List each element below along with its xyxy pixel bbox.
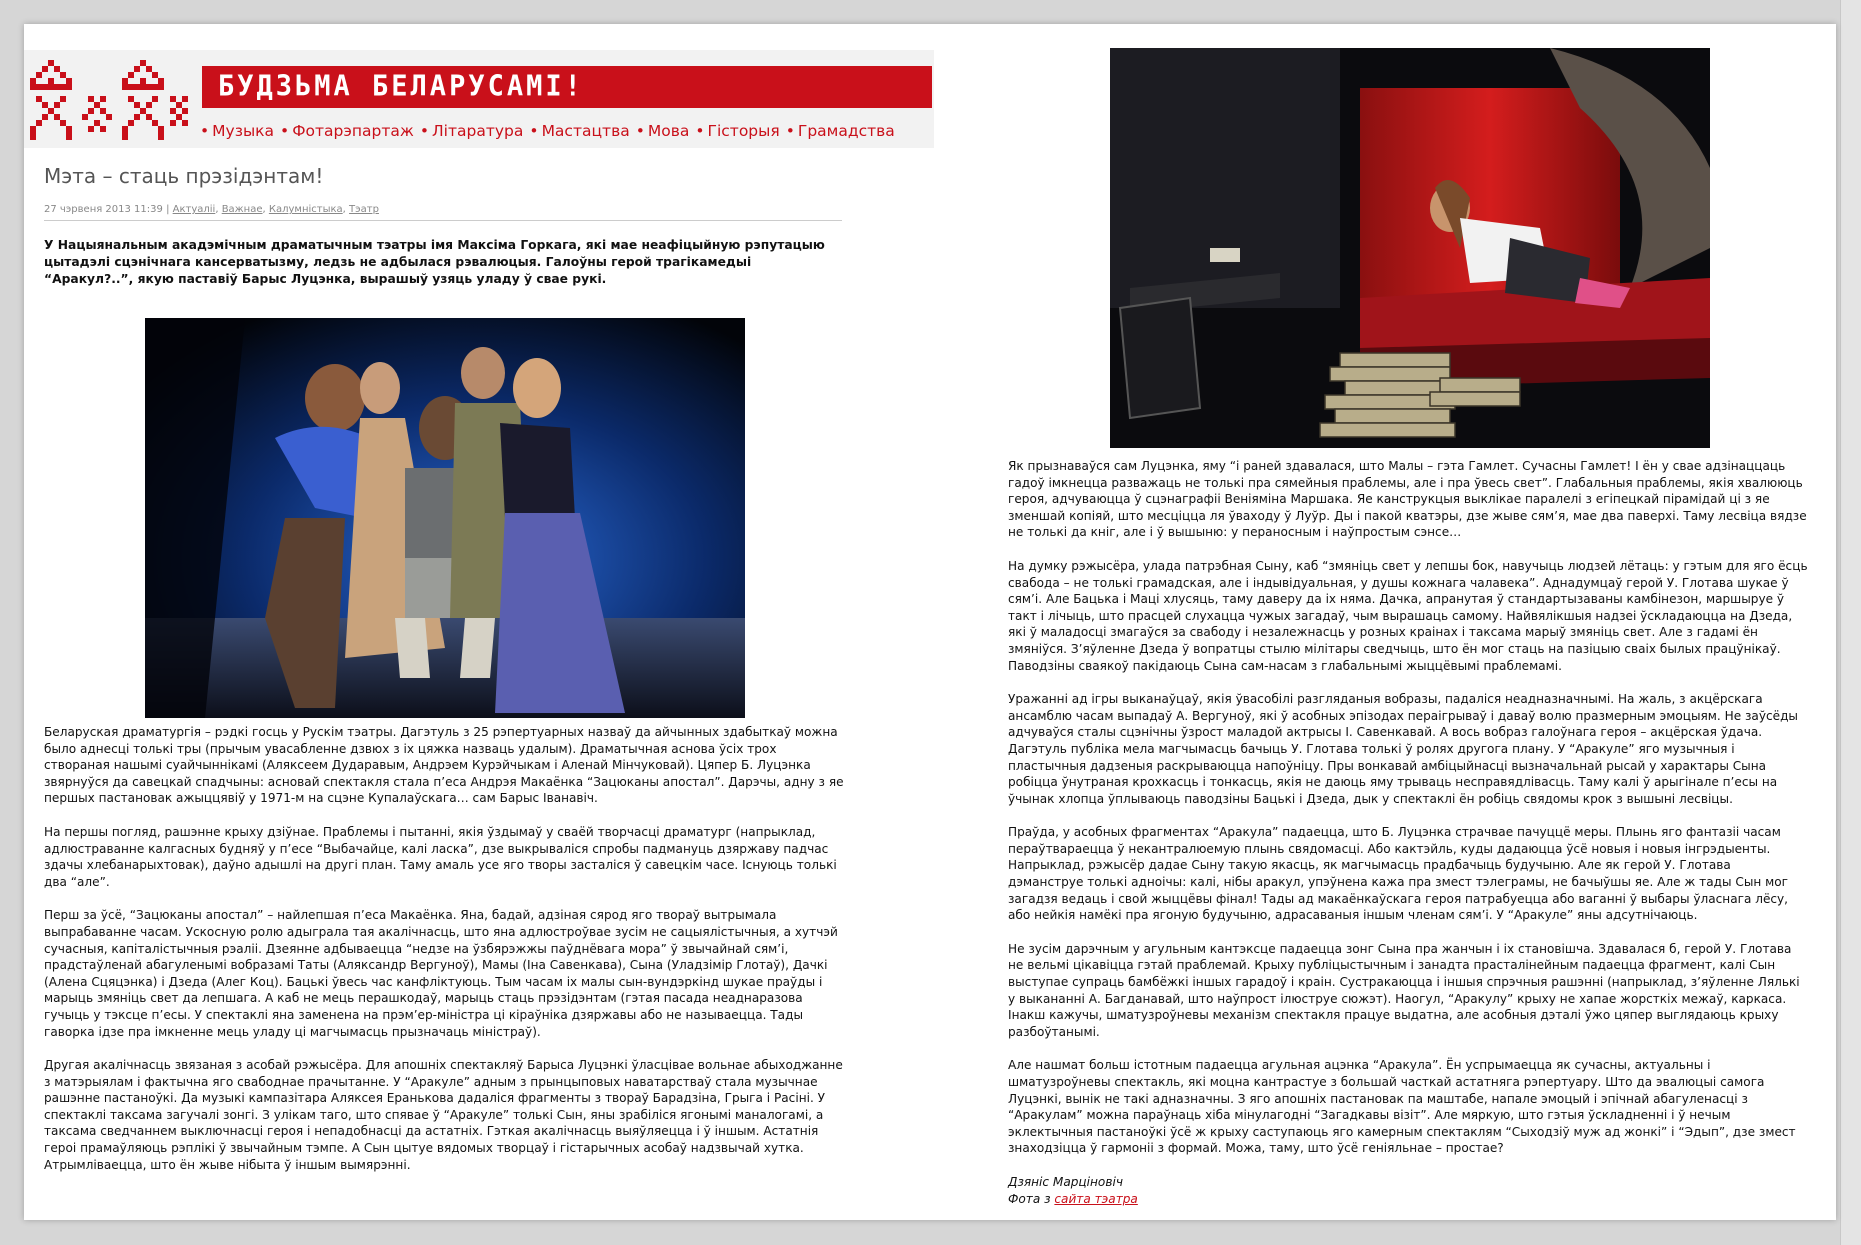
site-navigation	[200, 122, 901, 140]
nav-item[interactable]	[280, 122, 414, 140]
article-paragraph: Праўда, у асобных фрагментах “Аракула” падаецца, што Б. Луцэнка страчвае пачуццё меры. Плынь яго фантазіі часам пераўтвараецца ў некантралюемую плынь свядомасці. Або кактэйль, куды дадаюцца ўсё новыя і новыя інгрэдыенты. Напрыклад, рэжысёр дадае Сыну такую якасць, як магчымасць прадбачыць будучыню. Але як герой У. Глотава дэманструе толькі адноічы: калі, нібы аракул, упэўнена кажа пра змест тэлеграмы, не бачыўшы яе. Але ж тады Сын мог загадзя ведаць і свой жыццёвы фінал! Тады ад макаёнкаўскага героя патрабуецца або ваганні ў выбары ўласнага лёсу, або нейкія намёкі пра ягоную будучыню, адрасаваныя іншым членам сям’і. У “Аракуле” яны адсутнічаюць.	[1008, 825, 1789, 923]
article-paragraph: На першы погляд, рашэнне крыху дзіўнае. Праблемы і пытанні, якія ўздымаў у сваёй творчасці драматург (напрыклад, адлюстраванне калгасных будняў у п’есе “Выбачайце, калі ласка”, дзе выкрываліся спробы падмануць дзяржаву падчас здачы хлебанарыхтовак), даўно адышлі на другі план. Таму амаль усе яго творы засталіся ў савецкім часе. Існуюць толькі два “але”.	[44, 824, 837, 889]
article-body-right	[1008, 458, 1810, 1208]
nav-item[interactable]	[529, 122, 629, 140]
nav-item[interactable]	[636, 122, 690, 140]
bullet-icon: •	[785, 122, 795, 140]
stage-photo-ensemble	[145, 318, 745, 718]
nav-item[interactable]	[200, 122, 274, 140]
tag-link[interactable]: Тэатр	[349, 204, 379, 215]
nav-item-label: Гісторыя	[707, 122, 780, 140]
article-tags: Актуаліі, Важнае, Калумністыка, Тэатр	[172, 204, 379, 215]
scanned-page	[24, 24, 1836, 1220]
nav-item-label: Мастацтва	[541, 122, 630, 140]
article-body-left	[44, 724, 846, 1190]
article-paragraph: Другая акалічнасць звязаная з асобай рэжысёра. Для апошніх спектакляў Барыса Луцэнкі ўласцівае вольнае абыходжанне з матэрыялам і фактычна яго свабоднае прачытанне. У “Аракуле” адным з прынцыповых наватарстваў стала музычнае рашэнне пастаноўкі. Да музыкі кампазітара Аляксея Еранькова дадаліся фрагменты з твораў Барадзіна, Грыга і Расіні. У спектаклі таксама загучалі зонгі. З улікам таго, што спявае ў “Аракуле” толькі Сын, яны зрабіліся ягонымі маналогамі, а таксама сведчаннем выключнасці героя і непадобнасці да астатніх. Гэткая акалічнасць выяўляецца і ў іншым. Астатнія героі прамаўляюць рэплікі ў звычайным тэмпе. А Сын цытуе вядомых творцаў і гістарычных асобаў надзвычай хутка. Атрымліваецца, што ён жыве нібыта ў іншым вымярэнні.	[44, 1058, 843, 1172]
article-title: Мэта – стаць прэзідэнтам!	[44, 164, 324, 188]
meta-separator: |	[166, 204, 170, 215]
bullet-icon: •	[200, 122, 210, 140]
bullet-icon: •	[529, 122, 539, 140]
article-meta	[44, 204, 379, 215]
window-scroll-strip[interactable]	[1840, 0, 1861, 1245]
article-paragraph: Не зусім дарэчным у агульным кантэксце падаецца зонг Сына пра жанчын і іх становішча. Здавалася б, герой У. Глотава не вельмі цікавіцца гэтай праблемай. Крыху публіцыстычным і занадта прасталінейным падаецца фрагмент, калі Сын выступае супраць бамбёжкі іншых гарадоў і краін. Сустракаюцца і іншыя спрэчныя рашэнні (напрыклад, з’яўленне Лялькі у выкананні А. Багданавай, што наўпрост ілюструе сюжэт). Наогул, “Аракулу” крыху не хапае жорсткіх межаў, каркаса. Інакш кажучы, шматузроўневы механізм спектакля працуе выдатна, але асобныя дэталі ўжо цяпер выглядаюць крыху разбоўтанымі.	[1008, 941, 1800, 1039]
photo-credit	[1008, 1191, 1810, 1208]
bullet-icon: •	[695, 122, 705, 140]
site-header	[24, 50, 934, 148]
right-paragraphs	[1008, 458, 1810, 1157]
bullet-icon: •	[419, 122, 430, 140]
nav-item-label: Фотарэпартаж	[292, 122, 414, 140]
article-paragraph: На думку рэжысёра, улада патрэбная Сыну, каб “змяніць свет у лепшы бок, навучыць людзей лётаць: у гэтым для яго ёсць свабода – не толькі грамадская, але і індывідуальная, у душы кожнага чалавека”. Аднадумцаў герой У. Глотава шукае ў сям’і. Але Бацька і Маці хлусяць, таму даверу да іх няма. Дачка, апранутая ў стандартызаваны камбінезон, маршыруе ў такт і лічыць, што прасцей слухацца чужых загадаў, чым вырашаць самому. Найвялікшыя надзеі ўскладаюцца на Дзеда, які ў маладосці змагаўся за свабоду і незалежнасць у розных краінах і таксама марыў змяніць свет. Але з гадамі ён змяніўся. З’яўленне Дзеда ў вопратцы стылю мілітары сведчыць, што ён мог стаць на пазіцыю сваіх былых працўнікаў. Паводзіны сваякоў пакідаюць Сына сам-насам з глабальнымі жыццёвымі праблемамі.	[1008, 558, 1808, 673]
nav-item-label: Літаратура	[432, 122, 524, 140]
article-date: 27 чэрвеня 2013 11:39	[44, 204, 163, 215]
bullet-icon: •	[280, 122, 290, 140]
photo-credit-prefix: Фота з	[1008, 1191, 1055, 1206]
tag-link[interactable]: Калумністыка	[268, 204, 343, 215]
bullet-icon: •	[635, 122, 645, 140]
nav-item-label: Грамадства	[797, 122, 895, 140]
nav-item-label: Музыка	[212, 122, 275, 140]
article-paragraph: Уражанні ад ігры выканаўцаў, якія ўвасобілі разгляданыя вобразы, падаліся неадназначнымі. На жаль, з акцёрскага ансамблю часам выпадаў А. Вергуноў, які ў асобных эпізодах пераігрываў і даваў волю празмерным эмоцыям. Не заўсёды адчуваўся сталы сцэнічны ўзрост маладой актрысы І. Савенкавай. А вось вобраз галоўнага героя – акцёрская ўдача. Дагэтуль публіка мела магчымасць бачыць У. Глотава толькі ў ролях другога плану. У “Аракуле” яго музычныя і пластычныя дадзеныя раскрываюцца напоўніцу. Пры вонкавай амбіцыйнасці вызначальнай рысай у характары Сына робіцца ўнутраная крохкасць і тонкасць, якія не даюць яму трываць несправядлівасць. Таму калі ў арыгінале п’есы на ўчынак хлопца ўплываюць паводзіны Бацькі і Дзеда, дык у спектаклі ён робіць свядомы крок з вышыні лесвіцы.	[1008, 692, 1798, 806]
author-name: Дзяніс Марціновіч	[1008, 1174, 1123, 1189]
nav-item[interactable]	[786, 122, 895, 140]
brand-banner[interactable]	[202, 66, 932, 108]
author-signature	[1008, 1174, 1810, 1208]
brand-title: БУДЗЬМА БЕЛАРУСАМІ!	[218, 70, 584, 103]
meta-divider	[44, 220, 842, 221]
stage-photo-couch	[1110, 48, 1710, 448]
embroidery-logo-icon[interactable]	[28, 58, 192, 142]
article-paragraph: Як прызнаваўся сам Луцэнка, яму “і раней здавалася, што Малы – гэта Гамлет. Сучасны Гамлет! І ён у свае адзінаццаць гадоў імкнецца разважаць не толькі пра сямейныя праблемы, але і пра ўвесь свет”. Глабальныя праблемы, якія хвалююць героя, адчуваюцца ў сцэнаграфіі Веніяміна Маршака. Яе канструкцыя выклікае паралелі з егіпецкай пірамідай ці з яе зменшай копіяй, што месціцца ля ўваходу ў Луўр. Ды і пакой кватэры, дзе жыве сям’я, мае два паверхі. Таму лесвіца вядзе не толькі да кніг, але і ў вышыню: у пераносным і наўпростым сэнсе…	[1008, 459, 1807, 540]
article-lead: У Нацыянальным акадэмічным драматычным тэатры імя Максіма Горкага, які мае неафіцыйную рэпутацыю цытадэлі сцэнічнага кансерватызму, ледзь не адбылася рэвалюцыя. Галоўны герой трагікамедыі “Аракул?..”, якую паставіў Барыс Луцэнка, вырашыў узяць уладу ў свае рукі.	[44, 238, 825, 286]
tag-link[interactable]: Актуаліі	[172, 204, 216, 215]
theatre-site-link[interactable]: сайта тэатра	[1054, 1191, 1138, 1206]
nav-item[interactable]	[420, 122, 524, 140]
nav-item[interactable]	[695, 122, 779, 140]
nav-item-label: Мова	[647, 122, 690, 140]
tag-link[interactable]: Важнае	[221, 204, 263, 215]
article-paragraph: Перш за ўсё, “Зацюканы апостал” – найлепшая п’еса Макаёнка. Яна, бадай, адзіная сярод яго твораў вытрымала выпрабаванне часам. Ускосную ролю адыграла тая акалічнасць, што яна адлюстроўвае зусім не сацыялістычныя, а хутчэй сучасныя, капіталістычныя рэаліі. Дзеянне адбываецца “недзе на ўзбярэжжы паўднёвага мора” ў звычайнай сям’і, прадстаўленай абагуленымі вобразамі Таты (Аляксандр Вергуноў), Мамы (Іна Савенкава), Сына (Уладзімір Глотаў), Дачкі (Алена Сцяцэнка) і Дзеда (Алег Коц). Бацькі ўвесь час канфліктуюць. Тым часам іх малы сын-вундэркінд шукае праўды і марыць змяніць свет да лепшага. А каб не мець перашкодаў, марыць стаць прэзідэнтам (гэтая пасада неаднаразова гучыць у тэксце п’есы. У спектаклі яна заменена на прэм’ер-міністра ці кіраўніка дзяржавы або не называецца. Тады гаворка ідзе пра імкненне мець уладу ці магчымасць прызначаць міністраў).	[44, 908, 838, 1039]
article-paragraph: Беларуская драматургія – рэдкі госць у Рускім тэатры. Дагэтуль з 25 рэпертуарных назваў да айчынных здабыткаў можна было аднесці толькі тры (прычым увасабленне дзвюх з іх цяжка назваць удалым). Драматычная аснова ўсіх трох створаная нашымі суайчыннікамі (Аляксеем Дударавым, Андрэем Курэйчыкам і Аленай Мінчуковай). Цяпер Б. Луцэнка звярнуўся да савецкай спадчыны: асновай спектакля стала п’еса Андрэя Макаёнка “Зацюканы апостал”. Дарэчы, адну з яе першых пастановак ажыццявіў у 1971-м на сцэне Купалаўскага… сам Барыс Іванавіч.	[44, 725, 844, 806]
article-paragraph: Але нашмат больш істотным падаецца агульная ацэнка “Аракула”. Ён успрымаецца як сучасны, актуальны і шматузроўневы спектакль, які моцна кантрастуе з большай часткай астатняга рэпертуару. Што да эвалюцыі самога Луцэнкі, вынік не такі адназначны. З яго апошніх пастановак па маштабе, напале эмоцый і эпічнай абагуленасці з “Аракулам” можна параўнаць хіба мінулагодні “Загадкавы візіт”. Але мяркую, што гэтыя ўскладненні і ў нечым эклектычныя пастаноўкі ўсё ж крыху саступаюць яго камерным спектаклям “Сыходзіў муж ад жонкі” і “Эдып”, дзе змест знаходзіцца ў гармоніі з формай. Можа, таму, што ўсё геніяльнае – простае?	[1008, 1058, 1796, 1156]
